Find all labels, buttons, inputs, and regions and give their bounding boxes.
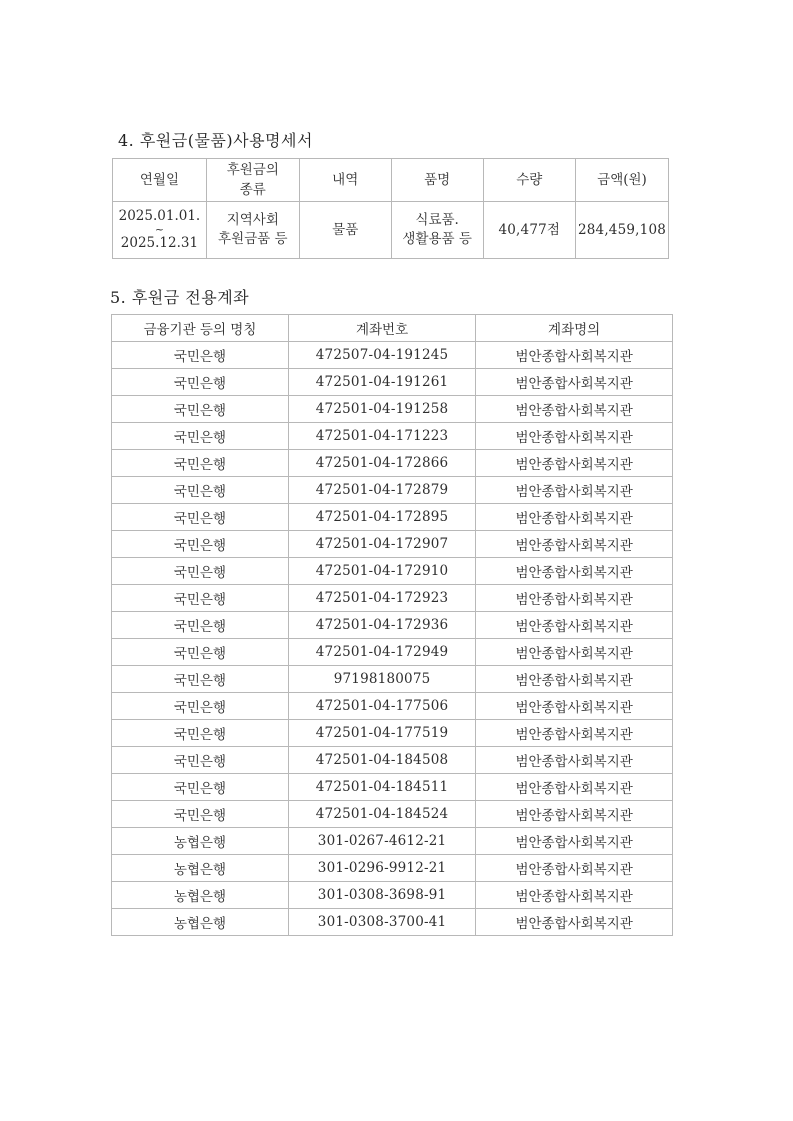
cell-account-number: 472501-04-172949 <box>288 639 475 666</box>
cell-bank-name: 국민은행 <box>112 423 289 450</box>
item-line1: 식료품. <box>415 212 459 228</box>
cell-account-holder: 범안종합사회복지관 <box>476 558 673 585</box>
cell-account-holder: 범안종합사회복지관 <box>476 639 673 666</box>
cell-bank-name: 국민은행 <box>112 450 289 477</box>
cell-detail: 물품 <box>299 202 391 259</box>
table-row <box>112 477 673 504</box>
cell-bank-name: 국민은행 <box>112 612 289 639</box>
table-row <box>112 693 673 720</box>
header-bank-name: 금융기관 등의 명칭 <box>112 315 289 342</box>
cell-account-holder: 범안종합사회복지관 <box>476 693 673 720</box>
cell-account-number: 472501-04-172907 <box>288 531 475 558</box>
table-row <box>112 774 673 801</box>
date-start: 2025.01.01. <box>118 208 201 224</box>
cell-item <box>391 202 483 259</box>
cell-bank-name: 국민은행 <box>112 504 289 531</box>
cell-account-number: 472501-04-191258 <box>288 396 475 423</box>
cell-account-holder: 범안종합사회복지관 <box>476 585 673 612</box>
table-row <box>112 909 673 936</box>
header-date: 연월일 <box>113 159 207 202</box>
cell-account-holder: 범안종합사회복지관 <box>476 504 673 531</box>
cell-account-number: 472501-04-172936 <box>288 612 475 639</box>
cell-account-number: 472501-04-172910 <box>288 558 475 585</box>
cell-account-number: 301-0308-3700-41 <box>288 909 475 936</box>
cell-account-holder: 범안종합사회복지관 <box>476 801 673 828</box>
cell-bank-name: 국민은행 <box>112 477 289 504</box>
cell-account-holder: 범안종합사회복지관 <box>476 855 673 882</box>
cell-bank-name: 농협은행 <box>112 882 289 909</box>
cell-account-number: 301-0308-3698-91 <box>288 882 475 909</box>
header-quantity: 수량 <box>483 159 575 202</box>
header-detail: 내역 <box>299 159 391 202</box>
cell-account-holder: 범안종합사회복지관 <box>476 747 673 774</box>
table-row <box>112 828 673 855</box>
table-row <box>112 639 673 666</box>
header-item: 품명 <box>391 159 483 202</box>
cell-account-holder: 범안종합사회복지관 <box>476 909 673 936</box>
cell-account-number: 472501-04-184511 <box>288 774 475 801</box>
cell-bank-name: 농협은행 <box>112 828 289 855</box>
cell-account-holder: 범안종합사회복지관 <box>476 450 673 477</box>
donation-accounts-table <box>111 314 673 936</box>
cell-bank-name: 국민은행 <box>112 774 289 801</box>
date-separator: ~ <box>154 223 165 236</box>
header-donation-type-line1: 후원금의 <box>226 162 279 178</box>
header-account-holder: 계좌명의 <box>476 315 673 342</box>
cell-account-number: 472501-04-172866 <box>288 450 475 477</box>
cell-bank-name: 국민은행 <box>112 666 289 693</box>
cell-account-holder: 범안종합사회복지관 <box>476 720 673 747</box>
cell-account-holder: 범안종합사회복지관 <box>476 882 673 909</box>
date-end: 2025.12.31 <box>120 235 199 251</box>
cell-account-number: 472501-04-177506 <box>288 693 475 720</box>
cell-bank-name: 국민은행 <box>112 558 289 585</box>
cell-bank-name: 국민은행 <box>112 369 289 396</box>
cell-bank-name: 국민은행 <box>112 396 289 423</box>
cell-account-number: 472507-04-191245 <box>288 342 475 369</box>
donation-usage-table <box>112 158 669 259</box>
cell-account-holder: 범안종합사회복지관 <box>476 423 673 450</box>
cell-account-holder: 범안종합사회복지관 <box>476 369 673 396</box>
cell-account-holder: 범안종합사회복지관 <box>476 666 673 693</box>
cell-account-holder: 범안종합사회복지관 <box>476 342 673 369</box>
cell-account-number: 472501-04-172923 <box>288 585 475 612</box>
cell-bank-name: 국민은행 <box>112 639 289 666</box>
cell-bank-name: 국민은행 <box>112 720 289 747</box>
table-row <box>112 531 673 558</box>
table-row <box>112 747 673 774</box>
section-5-title: 5. 후원금 전용계좌 <box>110 288 250 307</box>
cell-account-holder: 범안종합사회복지관 <box>476 531 673 558</box>
cell-bank-name: 국민은행 <box>112 585 289 612</box>
cell-quantity: 40,477점 <box>483 202 575 259</box>
cell-account-number: 472501-04-177519 <box>288 720 475 747</box>
table-row <box>112 504 673 531</box>
cell-account-holder: 범안종합사회복지관 <box>476 612 673 639</box>
table-row <box>112 369 673 396</box>
cell-account-number: 472501-04-191261 <box>288 369 475 396</box>
cell-account-number: 97198180075 <box>288 666 475 693</box>
cell-date-range <box>113 202 207 259</box>
cell-bank-name: 국민은행 <box>112 342 289 369</box>
cell-bank-name: 농협은행 <box>112 855 289 882</box>
cell-bank-name: 농협은행 <box>112 909 289 936</box>
table-row <box>112 801 673 828</box>
table-header-row <box>113 159 669 202</box>
cell-account-number: 472501-04-184508 <box>288 747 475 774</box>
table-row <box>112 558 673 585</box>
header-donation-type <box>206 159 299 202</box>
cell-donation-type <box>206 202 299 259</box>
header-account-number: 계좌번호 <box>288 315 475 342</box>
donation-type-line1: 지역사회 <box>226 212 279 228</box>
table-row <box>112 855 673 882</box>
table-row <box>112 882 673 909</box>
cell-account-number: 472501-04-171223 <box>288 423 475 450</box>
table-header-row <box>112 315 673 342</box>
cell-account-holder: 범안종합사회복지관 <box>476 828 673 855</box>
header-donation-type-line2: 종류 <box>239 182 266 198</box>
donation-type-line2: 후원금품 등 <box>218 231 288 247</box>
table-row <box>112 423 673 450</box>
table-row <box>112 585 673 612</box>
item-line2: 생활용품 등 <box>402 231 472 247</box>
cell-account-holder: 범안종합사회복지관 <box>476 396 673 423</box>
cell-account-number: 301-0267-4612-21 <box>288 828 475 855</box>
table-row <box>112 450 673 477</box>
cell-bank-name: 국민은행 <box>112 531 289 558</box>
table-row <box>112 396 673 423</box>
table-row <box>112 666 673 693</box>
table-row <box>112 720 673 747</box>
section-4-title: 4. 후원금(물품)사용명세서 <box>118 131 313 150</box>
cell-bank-name: 국민은행 <box>112 801 289 828</box>
table-row <box>112 612 673 639</box>
cell-bank-name: 국민은행 <box>112 747 289 774</box>
header-amount: 금액(원) <box>576 159 669 202</box>
cell-amount: 284,459,108 <box>576 202 669 259</box>
table-row <box>112 342 673 369</box>
table-row <box>113 202 669 259</box>
cell-account-number: 301-0296-9912-21 <box>288 855 475 882</box>
cell-account-number: 472501-04-172879 <box>288 477 475 504</box>
cell-account-holder: 범안종합사회복지관 <box>476 477 673 504</box>
cell-account-number: 472501-04-184524 <box>288 801 475 828</box>
cell-account-holder: 범안종합사회복지관 <box>476 774 673 801</box>
cell-account-number: 472501-04-172895 <box>288 504 475 531</box>
cell-bank-name: 국민은행 <box>112 693 289 720</box>
